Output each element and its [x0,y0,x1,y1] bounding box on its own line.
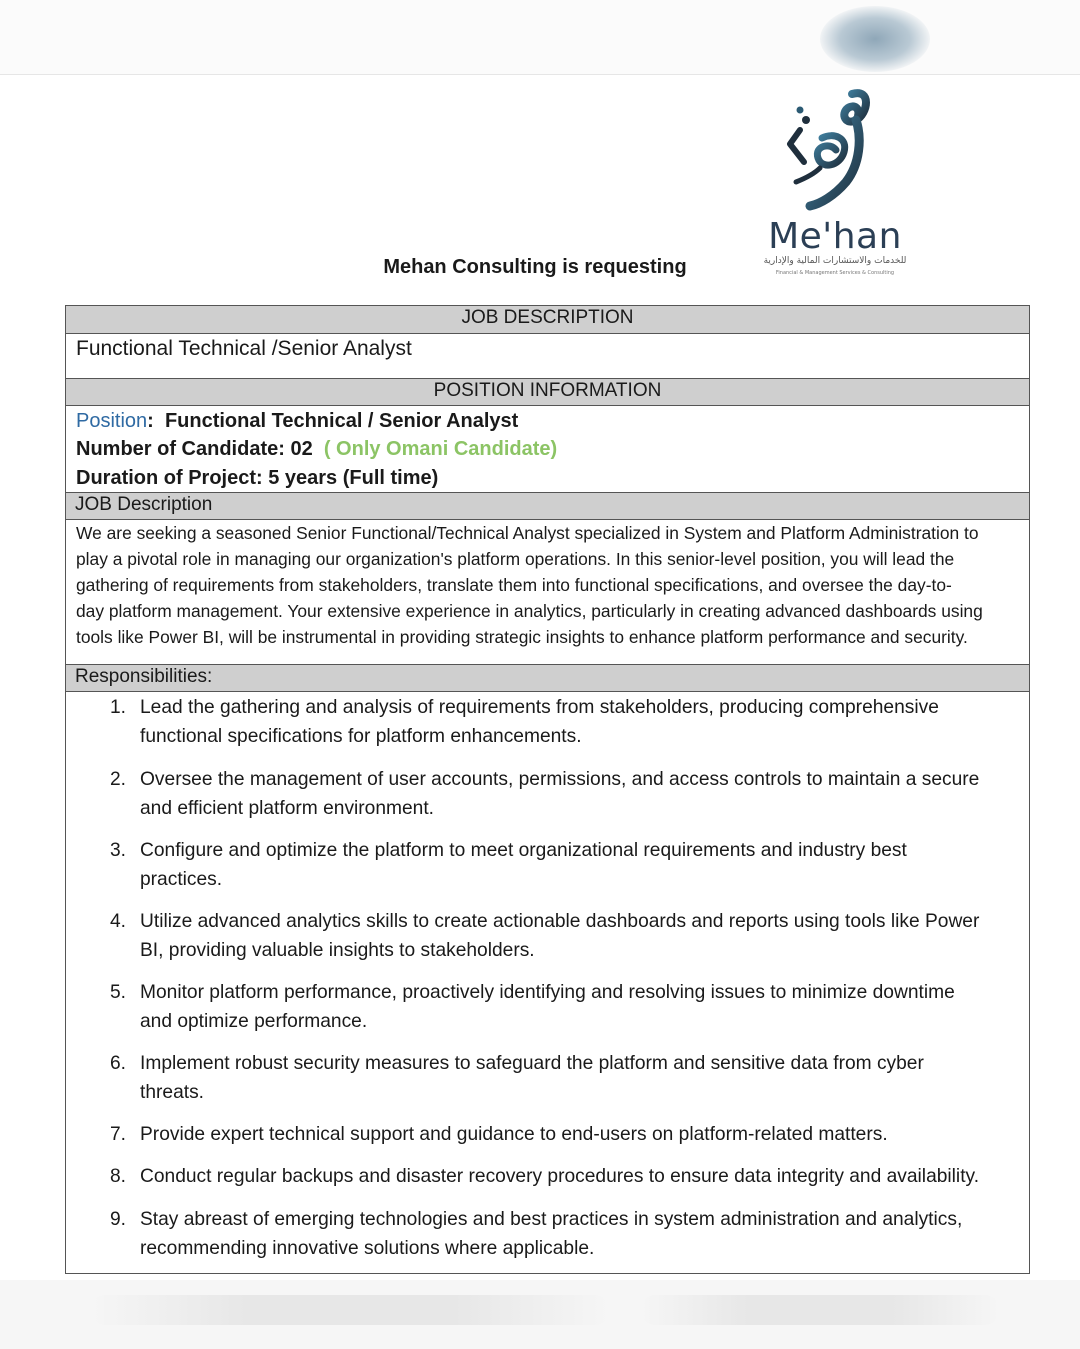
item-text [140,1120,1010,1149]
description-header: JOB Description [66,492,1029,520]
item-number: 1. [109,697,126,718]
duration-line: Duration of Project: 5 years (Full time) [76,467,439,489]
item-number: 2. [109,769,126,790]
item-line: threats. [140,1082,204,1103]
blurred-shape [820,6,930,72]
item-line: Monitor platform performance, proactively identifying and resolving issues to minimize downtime [140,982,955,1003]
item-line: recommending innovative solutions where applicable. [140,1238,595,1259]
item-text [140,765,1010,823]
item-number: 8. [109,1166,126,1187]
job-description-form [65,305,1030,1274]
mehan-logo [760,86,910,286]
candidates-label: Number of Candidate: 02 [76,438,313,460]
item-number: 6. [109,1053,126,1074]
position-label: Position [76,410,148,432]
logo-brand-name: Me'han [768,216,902,257]
job-description-header: JOB DESCRIPTION [66,306,1029,334]
item-line: Stay abreast of emerging technologies and best practices in system administration and analytics, [140,1209,963,1230]
item-number: 4. [109,911,126,932]
page-heading: Mehan Consulting is requesting [383,256,687,278]
item-line: functional specifications for platform enhancements. [140,726,582,747]
item-line: and efficient platform environment. [140,798,435,819]
job-title: Functional Technical /Senior Analyst [76,337,412,360]
description-line: play a pivotal role in managing our organization's platform operations. In this senior-level position, you will lead the [76,549,955,569]
item-text [140,693,1010,751]
position-information-header: POSITION INFORMATION [66,378,1029,406]
blurred-text [640,1295,1000,1325]
item-text [140,1205,1010,1263]
item-line: and optimize performance. [140,1011,368,1032]
candidates-line [76,438,557,461]
item-number: 9. [109,1209,126,1230]
blurred-text [90,1295,610,1325]
item-text [140,978,1010,1036]
responsibilities-header: Responsibilities: [66,664,1029,692]
item-text [140,1049,1010,1107]
position-value: Functional Technical / Senior Analyst [164,410,519,432]
description-line: tools like Power BI, will be instrumental in providing strategic insights to enhance platform performance and security. [76,627,968,647]
item-line: Implement robust security measures to safeguard the platform and sensitive data from cyber [140,1053,924,1074]
item-line: BI, providing valuable insights to stakeholders. [140,940,535,961]
item-number: 7. [109,1124,126,1145]
item-line: Configure and optimize the platform to meet organizational requirements and industry best [140,840,907,861]
logo-arabic-text: للخدمات والاستشارات المالية والإدارية [763,256,907,266]
top-band [0,0,1080,75]
item-line: Conduct regular backups and disaster recovery procedures to ensure data integrity and availability. [140,1166,980,1187]
calligraphy-mark-icon [760,86,910,216]
item-line: practices. [140,869,223,890]
item-text [140,907,1010,965]
description-line: We are seeking a seasoned Senior Functional/Technical Analyst specialized in System and Platform Administration to [76,523,979,543]
item-text [140,836,1010,894]
description-line: day platform management. Your extensive experience in analytics, particularly in creating advanced dashboards using [76,601,983,621]
item-number: 5. [109,982,126,1003]
item-line: Lead the gathering and analysis of requirements from stakeholders, producing comprehensive [140,697,939,718]
item-line: Utilize advanced analytics skills to create actionable dashboards and reports using tools like Power [140,911,980,932]
item-number: 3. [109,840,126,861]
position-colon: : [147,410,165,432]
description-text [76,520,1024,650]
logo-tagline: Financial & Management Services & Consulting [775,270,895,276]
item-text [140,1162,1010,1191]
position-line [76,410,518,433]
item-line: Provide expert technical support and guidance to end-users on platform-related matters. [140,1124,888,1145]
description-line: gathering of requirements from stakeholders, translate them into functional specifications, and oversee the day-to- [76,575,952,595]
candidates-note: ( Only Omani Candidate) [323,438,558,460]
item-line: Oversee the management of user accounts, permissions, and access controls to maintain a secure [140,769,980,790]
